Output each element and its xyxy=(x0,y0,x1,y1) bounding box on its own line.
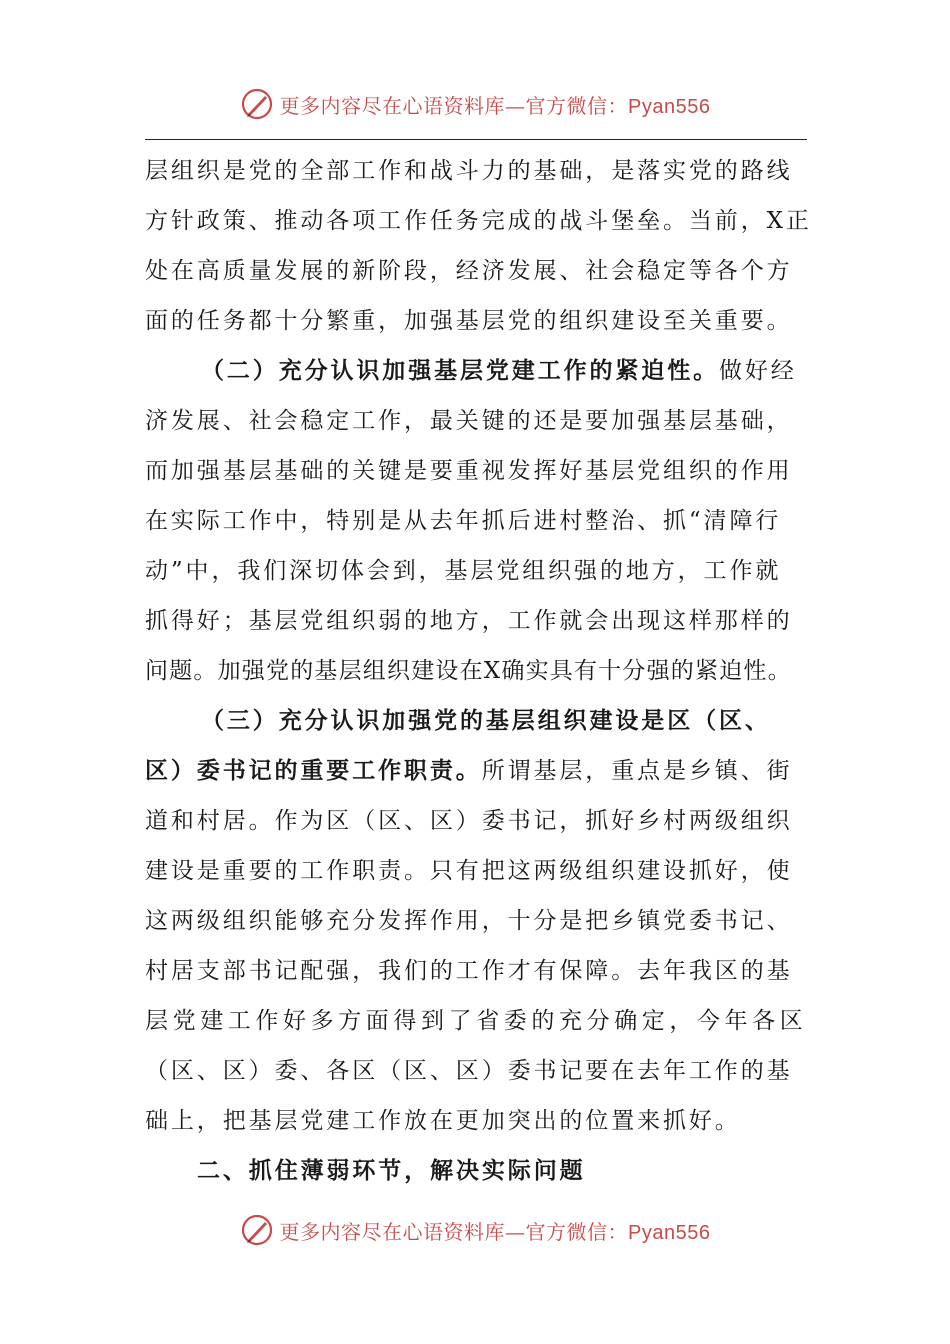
pen-logo-icon xyxy=(240,87,274,121)
section-three-heading: （三）充分认识加强党的基层组织建设是区（区、 xyxy=(201,708,771,734)
watermark-text: 更多内容尽在心语资料库—官方微信：Pyan556 xyxy=(279,93,711,118)
document-body xyxy=(145,146,810,1196)
paragraph-line: 动”中，我们深切体会到，基层党组织强的地方，工作就 xyxy=(145,558,782,584)
footer-watermark xyxy=(0,1208,950,1252)
paragraph-line: 村居支部书记配强，我们的工作才有保障。去年我区的基 xyxy=(145,958,793,984)
paragraph-line: 在实际工作中，特别是从去年抓后进村整治、抓“清障行 xyxy=(145,508,782,534)
paragraph-line: 抓得好；基层党组织弱的地方，工作就会出现这样那样的 xyxy=(145,608,793,634)
section-three-heading-cont: 区）委书记的重要工作职责。 xyxy=(145,758,482,784)
paragraph-line: 方针政策、推动各项工作任务完成的战斗堡垒。当前，X正 xyxy=(145,208,812,234)
paragraph-line: 济发展、社会稳定工作，最关键的还是要加强基层基础， xyxy=(145,408,793,434)
paragraph-line: 面的任务都十分繁重，加强基层党的组织建设至关重要。 xyxy=(145,308,793,334)
chapter-two-heading: 二、抓住薄弱环节，解决实际问题 xyxy=(197,1158,586,1184)
paragraph-line: 础上，把基层党建工作放在更加突出的位置来抓好。 xyxy=(145,1108,741,1134)
wechat-id: Pyan556 xyxy=(628,95,711,118)
section-two-heading: （二）充分认识加强基层党建工作的紧迫性。 xyxy=(201,358,719,384)
paragraph-line: 处在高质量发展的新阶段，经济发展、社会稳定等各个方 xyxy=(145,258,793,284)
paragraph-line: 道和村居。作为区（区、区）委书记，抓好乡村两级组织 xyxy=(145,808,793,834)
paragraph-line: 层党建工作好多方面得到了省委的充分确定，今年各区 xyxy=(145,1008,808,1034)
watermark-text: 更多内容尽在心语资料库—官方微信：Pyan556 xyxy=(279,1219,711,1244)
pen-logo-icon xyxy=(240,1213,274,1247)
paragraph-line: 这两级组织能够充分发挥作用，十分是把乡镇党委书记、 xyxy=(145,908,793,934)
paragraph-line: 而加强基层基础的关键是要重视发挥好基层党组织的作用 xyxy=(145,458,793,484)
paragraph-line: 层组织是党的全部工作和战斗力的基础，是落实党的路线 xyxy=(145,158,793,184)
wechat-id: Pyan556 xyxy=(628,1221,711,1244)
section-three-second-line: 区）委书记的重要工作职责。所谓基层，重点是乡镇、街 xyxy=(145,758,793,784)
header-divider xyxy=(145,139,807,140)
paragraph-line: （区、区）委、各区（区、区）委书记要在去年工作的基 xyxy=(145,1058,793,1084)
section-two-first-line: （二）充分认识加强基层党建工作的紧迫性。做好经 xyxy=(201,358,797,384)
paragraph-line: 问题。加强党的基层组织建设在X确实具有十分强的紧迫性。 xyxy=(145,658,792,684)
chapter-two-heading-line xyxy=(145,1146,810,1196)
paragraph-line: 建设是重要的工作职责。只有把这两级组织建设抓好，使 xyxy=(145,858,793,884)
section-three-first-line xyxy=(145,696,810,746)
header-watermark xyxy=(0,82,950,126)
